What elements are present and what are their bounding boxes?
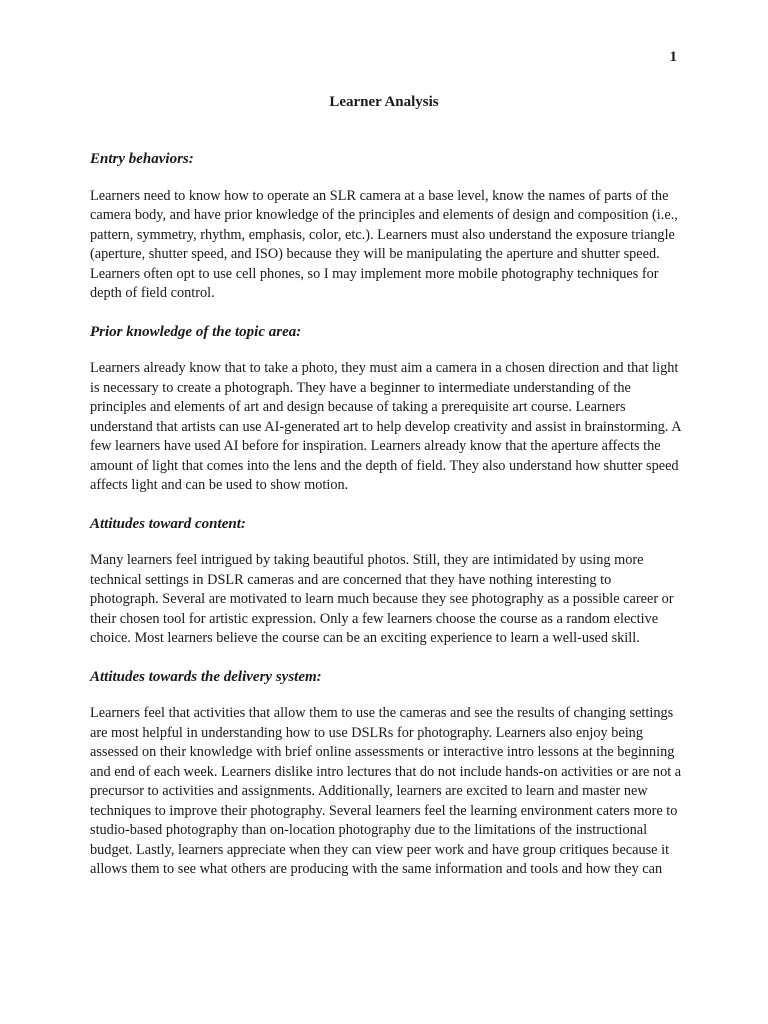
section-body-entry-behaviors: Learners need to know how to operate an SLR camera at a base level, know the names of parts of the camera body, and have prior knowledge of the principles and elements of design and composition (i.e., pattern, symmetry, rhythm, emphasis, color, etc.). Learners must also understand the exposure triangle (aperture, shutter speed, and ISO) because they will be manipulating the aperture and shutter speed. Learners often opt to use cell phones, so I may implement more mobile photography techniques for depth of field control. [90,187,678,301]
document-title: Learner Analysis [329,94,439,110]
section-body-prior-knowledge: Learners already know that to take a photo, they must aim a camera in a chosen direction and that light is necessary to create a photograph. They have a beginner to intermediate understanding of the principles and elements of art and design because of taking a prerequisite art course. Learners understand that artists can use AI-generated art to help develop creativity and assist in brainstorming. A few learners have used AI before for inspiration. Learners already know that the aperture affects the amount of light that comes into the lens and the depth of field. They also understand how shutter speed affects light and can be used to show motion. [90,360,681,493]
section-heading-attitudes-delivery: Attitudes towards the delivery system: [90,668,322,685]
document-body [90,150,682,880]
section-heading-entry-behaviors: Entry behaviors: [90,151,194,167]
page-number: 1 [669,49,677,65]
section-body-attitudes-content: Many learners feel intrigued by taking beautiful photos. Still, they are intimidated by using more technical settings in DSLR cameras and are concerned that they have nothing interesting to photograph. Several are motivated to learn much because they see photography as a possible career or their chosen tool for artistic expression. Only a few learners choose the course as a random elective choice. Most learners believe the course can be an exciting experience to learn a well-used skill. [90,552,674,646]
section-heading-prior-knowledge: Prior knowledge of the topic area: [90,323,302,340]
section-body-attitudes-delivery: Learners feel that activities that allow them to use the cameras and see the results of changing settings are most helpful in understanding how to use DSLRs for photography. Learners also enjoy being assessed on their knowledge with brief online assessments or interactive intro lessons at the beginning and end of each week. Learners dislike intro lectures that do not include hands-on activities or are not a precursor to activities and assignments. Additionally, learners are excited to learn and master new techniques to improve their photography. Several learners feel the learning environment caters more to studio-based photography than on-location photography due to the limitations of the instructional budget. Lastly, learners appreciate when they can view peer work and have group critiques because it allows them to see what others are producing with the same information and tools and how they can [90,705,682,877]
section-heading-attitudes-content: Attitudes toward content: [90,515,246,532]
